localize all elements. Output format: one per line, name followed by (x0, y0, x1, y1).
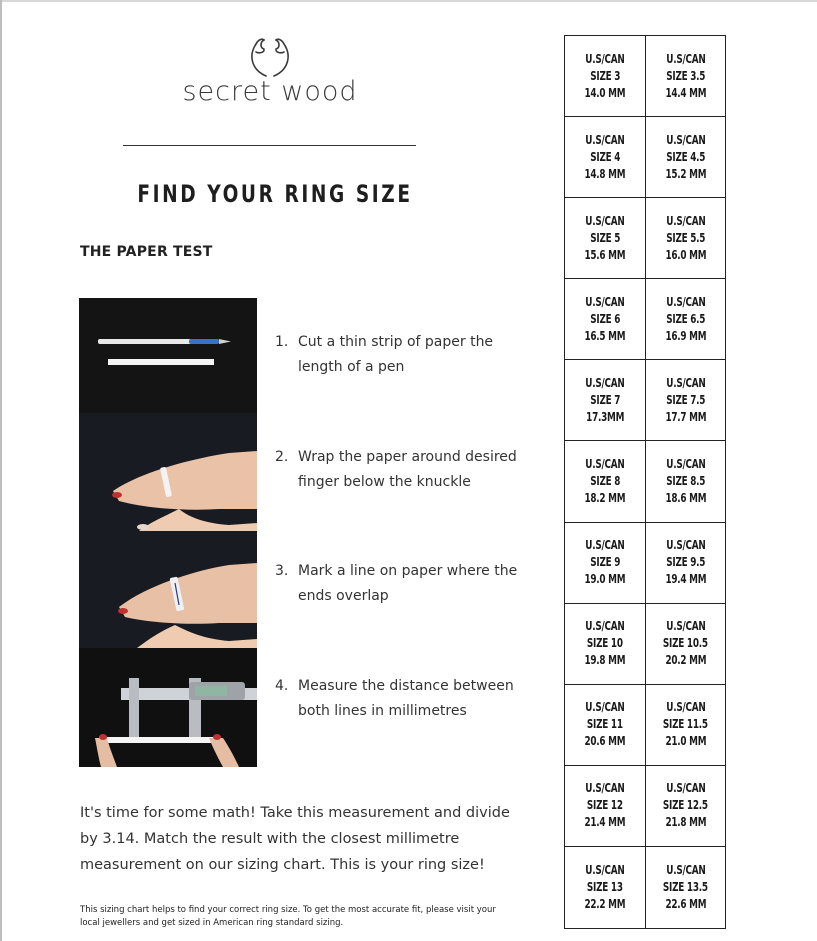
footnote: This sizing chart helps to find your correct ring size. To get the most accurate fit, please visit your local jewellers and get sized in American ring standard sizing. (80, 905, 496, 928)
size-cell (646, 198, 725, 279)
size-cell-mm: 17.7 MM (665, 409, 706, 424)
size-cell-mm: 14.0 MM (584, 85, 626, 100)
size-cell (565, 198, 646, 279)
size-cell-size: SIZE 11 (587, 717, 623, 732)
size-cell-size: SIZE 6.5 (666, 311, 705, 326)
size-cell-mm: 21.0 MM (665, 734, 706, 749)
size-cell-size: SIZE 13.5 (663, 879, 708, 894)
size-cell (565, 360, 646, 441)
size-cell-size: SIZE 9 (590, 555, 620, 570)
size-cell-region: U.S/CAN (585, 781, 625, 796)
size-cell (565, 766, 646, 847)
size-cell-mm: 18.2 MM (584, 490, 626, 505)
size-cell-mm: 21.4 MM (584, 815, 626, 830)
size-cell-region: U.S/CAN (665, 132, 706, 147)
size-cell-mm: 19.4 MM (665, 572, 706, 587)
photo-caliper-measurement (79, 648, 257, 767)
size-cell (646, 847, 725, 928)
size-cell (565, 279, 646, 360)
size-cell-mm: 14.4 MM (665, 85, 706, 100)
size-cell-size: SIZE 13 (587, 879, 623, 894)
size-cell-size: SIZE 8.5 (666, 473, 705, 488)
size-cell (646, 360, 725, 441)
size-cell-size: SIZE 4 (590, 149, 620, 164)
size-cell (646, 604, 725, 685)
size-cell-size: SIZE 7.5 (666, 392, 705, 407)
size-cell-region: U.S/CAN (665, 375, 706, 390)
size-cell (646, 685, 725, 766)
brand-logo (180, 30, 360, 110)
size-cell-region: U.S/CAN (585, 456, 625, 471)
size-cell (565, 847, 646, 928)
size-cell-size: SIZE 4.5 (666, 149, 705, 164)
size-cell (646, 36, 725, 117)
size-cell-mm: 15.2 MM (665, 166, 706, 181)
size-cell (565, 604, 646, 685)
step-text: Cut a thin strip of paper the length of a pen (298, 334, 494, 375)
size-cell-size: SIZE 10 (587, 636, 623, 651)
size-cell-mm: 16.5 MM (584, 328, 626, 343)
size-cell-region: U.S/CAN (665, 781, 706, 796)
size-cell-size: SIZE 12.5 (663, 798, 708, 813)
size-cell-size: SIZE 3 (590, 68, 620, 83)
size-cell-size: SIZE 5.5 (666, 230, 705, 245)
page-edge-left (0, 0, 2, 941)
step-text: Wrap the paper around desired finger below the knuckle (298, 449, 517, 490)
size-cell-size: SIZE 5 (590, 230, 620, 245)
size-cell-mm: 18.6 MM (665, 490, 706, 505)
size-cell-region: U.S/CAN (585, 700, 625, 715)
size-cell (646, 766, 725, 847)
size-cell-mm: 19.8 MM (584, 653, 626, 668)
size-cell-size: SIZE 10.5 (663, 636, 708, 651)
photo-marked-paper-finger (79, 531, 257, 648)
size-cell (646, 441, 725, 522)
size-cell (646, 279, 725, 360)
size-cell-size: SIZE 12 (587, 798, 623, 813)
size-cell (565, 685, 646, 766)
size-cell-mm: 14.8 MM (584, 166, 626, 181)
size-cell (565, 36, 646, 117)
brand-name: secret wood (182, 76, 358, 107)
size-cell-region: U.S/CAN (585, 132, 625, 147)
size-cell (565, 523, 646, 604)
math-instructions: It's time for some math! Take this measurement and divide by 3.14. Match the result with the closest millimetre measurement on our sizing chart. This is your ring size! (80, 805, 510, 873)
size-cell-size: SIZE 6 (590, 311, 620, 326)
size-cell-region: U.S/CAN (585, 213, 625, 228)
size-cell-region: U.S/CAN (665, 294, 706, 309)
size-cell-region: U.S/CAN (665, 51, 706, 66)
section-title: THE PAPER TEST (80, 244, 213, 260)
size-cell-size: SIZE 7 (590, 392, 620, 407)
antler-icon (242, 30, 298, 78)
size-cell-region: U.S/CAN (665, 862, 706, 877)
size-cell-mm: 21.8 MM (665, 815, 706, 830)
size-cell-region: U.S/CAN (585, 375, 625, 390)
size-cell-mm: 16.9 MM (665, 328, 706, 343)
size-cell-region: U.S/CAN (665, 538, 706, 553)
size-cell-region: U.S/CAN (665, 700, 706, 715)
size-cell-region: U.S/CAN (665, 456, 706, 471)
page-title: FIND YOUR RING SIZE (137, 180, 413, 208)
size-cell-region: U.S/CAN (585, 862, 625, 877)
photo-paper-strip-and-pen (79, 298, 257, 413)
size-cell-size: SIZE 3.5 (666, 68, 705, 83)
size-cell-region: U.S/CAN (585, 619, 625, 634)
size-cell-mm: 22.6 MM (665, 896, 706, 911)
size-cell-mm: 19.0 MM (584, 572, 626, 587)
page-edge-top (0, 0, 817, 2)
step-text: Mark a line on paper where the ends overlap (298, 563, 518, 604)
size-cell-mm: 15.6 MM (584, 247, 626, 262)
divider (123, 145, 416, 146)
size-cell-region: U.S/CAN (585, 51, 625, 66)
size-cell (646, 523, 725, 604)
ring-size-chart (564, 35, 726, 929)
size-cell-mm: 16.0 MM (665, 247, 706, 262)
size-cell-mm: 20.6 MM (584, 734, 626, 749)
step-text: Measure the distance between both lines in millimetres (298, 678, 514, 719)
step-number: 1. (275, 334, 289, 350)
size-cell (565, 441, 646, 522)
size-cell-mm: 17.3MM (585, 409, 625, 424)
size-cell-mm: 20.2 MM (665, 653, 706, 668)
step-number: 3. (275, 563, 289, 579)
size-cell-mm: 22.2 MM (584, 896, 626, 911)
size-cell (646, 117, 725, 198)
size-cell-size: SIZE 9.5 (666, 555, 705, 570)
size-cell-region: U.S/CAN (585, 538, 625, 553)
size-cell-region: U.S/CAN (665, 619, 706, 634)
size-cell-size: SIZE 11.5 (663, 717, 708, 732)
step-number: 2. (275, 449, 289, 465)
photo-paper-wrapped-finger (79, 413, 257, 531)
step-number: 4. (275, 678, 289, 694)
size-cell-size: SIZE 8 (590, 473, 620, 488)
size-cell-region: U.S/CAN (665, 213, 706, 228)
size-cell (565, 117, 646, 198)
size-cell-region: U.S/CAN (585, 294, 625, 309)
